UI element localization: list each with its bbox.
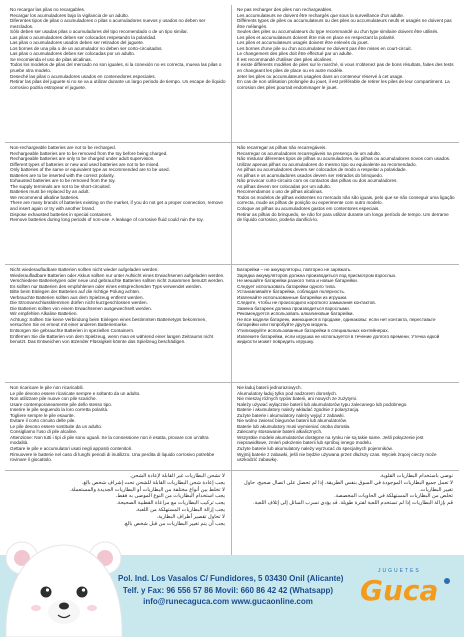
warning-line: Należy używać wyłącznie baterii lub akumulatorów typu zalecanego lub podobnego. [237,401,408,407]
logo-tagline: JUGUETES [378,568,421,574]
warning-line: تخلص من البطاريات المستهلكة في الحاويات المخصصة. [334,493,453,500]
warning-line: Замена батареек должна производиться взрослыми. [237,305,351,311]
warning-line: Les bornes d'une pile ou d'un accumulateur ne doivent pas être mises en court-circuit. [237,45,412,51]
warning-line: Les piles et accumulateurs usagés doivent être enlevés du jouet. [237,40,369,46]
warning-line: يجب إزالة البطاريات المستهلكة من اللعبة. [135,506,225,513]
warning-line: Exhausted batteries are to be removed from the toy. [10,178,116,184]
warning-line: Las pilas o acumuladores deben ser colocados respetando la polaridad. [10,34,157,40]
warning-line: Батарейки – не аккумуляторы, повторно не заряжать. [237,267,352,272]
warning-line: Utilizar apenas pilhas ou acumuladores do mesmo tipo ou equivalente ao recomendado. [237,161,417,167]
warning-line: Извлекайте использованные батарейки из игрушки. [237,294,348,300]
contact-block [118,573,344,608]
warning-line: Los bornes de una pila o de un acumulador no deben ser corto-circuitados. [10,45,163,51]
warning-line: Il est recommandé d'utiliser des piles alcalines. [237,56,333,62]
warning-line: Las pilas o acumuladores deben ser colocadas por un adulto. [10,51,136,57]
warning-line: En cas de non utilisation prolongée du jouet, il est préférable de retirer les piles de leur compartiment. La corrosion des piles pourrait endommager le jouet. [237,79,450,90]
warning-line: Следует использовать батарейки одного типа. [237,283,336,289]
warning-line: Wszystkie modele akumulatorów dostępne na rynku nie są takie same. Jeśli połączenie jest nieprawidłowe, zmień położenie baterii lub spróbuj innego modelu. [237,434,424,446]
warning-line: Dispose exhausted batteries in special containers. [10,211,113,217]
warning-line: Não misturar diferentes tipos de pilhas ou acumuladores, ou pilhas ou acumuladores novos com usados. [237,156,451,162]
warning-line: Batteries must be replaced by an adult. [10,189,90,195]
warning-line: Wir empfehlen Alkaline Batterien. [10,311,78,317]
warning-line: Retirar as pilhas do brinquedo, se não for para utilizar durante um longo período de tempo. Um derrame de líquido corrosivo, poderia danificá-lo. [237,211,449,223]
warning-line: Zużyte baterie i akumulatory należy wyjąć z zabawki. [237,412,345,418]
warning-line: Ne pas recharger des piles non rechargeables. [237,7,333,12]
warning-line: Устанавливайте батарейки, соблюдая полярность. [237,289,346,295]
warning-line: Akumulatory ładuj tylko pod nadzorem dorosłych. [237,390,338,396]
warning-line: Не все модели батареек, имеющиеся в продаже, одинаковы: если нет контакта, переставьте батарейки или попробуйте другую модель. [237,316,436,328]
guca-logo [348,560,458,634]
warning-line: Recargar los acumuladores bajo la vigilancia de un adulto. [10,12,129,18]
warning-line: As pilhas ou acumuladores devem ser colocados de modo a respeitar a polaridade. [237,167,407,173]
warning-line: Die Batterien sollten von einem Erwachsenen ausgewechselt werden. [10,305,152,311]
warning-line: As pilhas devem ser colocadas por um adulto. [237,183,331,189]
warning-line: Nie ładuj baterii jednorazowych. [237,385,302,390]
bear-mascot [6,542,122,637]
warning-line: لا تشحن البطاريات غير القابلة لإعادة الشحن. [129,473,225,479]
warning-line: Retirar las pilas del juguete si no se va a utilizar durante un largo periodo de tiempo. Un escape de líquido corrosivo podría estropear el juguete. [10,79,226,90]
warning-line: Deseché las pilas o acumuladores usados en contenedores especiales. [10,73,156,79]
warning-line: Different types of batteries or new and used batteries are not to be mixed. [10,161,160,167]
warning-line: Verschiedene Batterietypen oder neue und gebrauchte Batterien sollten nicht zusammen benutzt werden. [10,278,225,284]
warning-line: Le pile devono essere ricaricate sempre e soltanto da un adulto. [10,390,141,396]
warning-line: Es sollten nur Batterien des empfohlenen oder eines entsprechenden Typs verwendet werden. [10,283,202,289]
warning-line: Rechargeable batteries are to be removed from the toy before being charged. [10,150,168,156]
warning-line: Les piles et accumulateurs doivent être mis en place en respectant la polarité. [237,34,396,40]
warning-line: Non utilizzare pile nuove con pile scariche. [10,396,97,402]
warning-line: Рекомендуется использовать алкалиновые батарейки. [237,311,354,317]
warning-line: Rimuovere le batterie nel caso di lunghi periodi di inutilizzo. Una perdita di liquido corrosivo potrebbe rovinare il giocattolo. [10,451,215,463]
warning-line: Verbrauchte Batterien sollten aus dem Spielzeug entfernt werden. [10,294,144,300]
warning-line: Следите, чтобы не происходило короткого замыкания контактов. [237,300,376,306]
web-line: info@runecaguca.com www.gucaonline.com [143,597,313,606]
phones-line: Telf. y Fax: 96 556 57 86 Movil: 660 86 42 42 (Whatsapp) [122,585,334,595]
warning-line: Usare contemporaneamente pile dello stesso tipo. [10,401,113,407]
warning-line: The supply terminals are not to be short-circuited. [10,183,111,189]
warning-line: لا تعمل جميع البطاريات الموجودة في السوق بنفس الطريقة. إذا لم تحصل على اتصال صحيح، حاول تغيير البطاريات. [244,479,453,493]
warning-line: Remove batteries during long periods of non-use. A leakage of corrosive fluid could ruin the toy. [10,217,204,223]
warning-line: Todos os modelos de pilhas existentes no mercado não são iguais, pelo que se não conseguir uma ligação correcta, mude as pilhas de posição ou experimente com outro modelo. [237,194,455,206]
warning-line: We recommend alkaline batteries. [10,194,80,200]
warning-line: Rechargeable batteries are only to be charged under adult supervision. [10,156,155,162]
warning-line: يجب تركيب البطاريات مع مراعاة القطبية الصحيحة. [116,500,225,507]
warning-line: Entsorgen Sie gebrauchte Batterien in speziellen Containern. [10,328,135,334]
warning-line: Wyjmij baterie z zabawki, jeśli nie będzie używana przez dłuższy czas. Wyciek żrącej cieczy może uszkodzić zabawkę. [237,451,437,463]
warning-line: يجب أن يتم تغيير البطاريات من قبل شخص بالغ. [123,520,225,527]
warning-line: Sólo deben ser usadas pilas o acumuladores del tipo recomendado o de un tipo similar. [10,29,188,35]
warning-line: Coloque as pilhas ou acumuladores gastos em contentores especiais. [237,206,380,212]
warning-line: Diferentes tipos de pilas o acumuladores o pilas o acumuladores nuevos y usados no deben ser mezclados. [10,18,206,29]
warning-line: Las pilas o acumuladores usados deben ser retirados del juguete. [10,40,145,46]
warning-line: Consigliamo l'uso di pile alcaline. [10,429,78,435]
warning-line: لا تخلط بين أنواع مختلفة من البطاريات أو البطاريات الجديدة والمستعملة. [69,486,225,493]
warning-line: Se recomienda el uso de pilas alcalinas. [10,56,92,62]
warning-line: As pilhas e os acumuladores usados devem ser retirados do brinquedo. [237,172,384,178]
warning-line: Recomendamos o uso de pilhas alcalinas. [237,189,324,195]
warning-line: Утилизируйте использованные батарейки в специальных контейнерах. [237,328,389,334]
warning-line: Recarregar os acumuladores recarregáveis na presença de um adulto. [237,150,382,156]
warning-line: Entfernen Sie die Batterien von dem Spielzeug, wenn man es während einer langen Zeitraums nicht benutzt. Das Entweichen von ätzender Flüssigkeit könnte das Spielzeug beschädigen. [10,333,214,345]
warning-line: يجب إعادة شحن البطاريات القابلة للشحن تحت إشراف شخص بالغ. [81,479,225,486]
warning-line: Gettare le pile e accumulatori usati negli appositi contenitori. [10,446,133,452]
warning-line: Le changement des piles doit être effectué par un adulte. [237,51,353,57]
warning-line: Zalecamy stosowanie baterii alkalicznych. [237,429,323,435]
warning-line: Le pile devono essere sostituite da un adulto. [10,423,103,429]
warning-line: Зарядка аккумуляторов должна производиться под присмотром взрослых. [237,272,397,278]
warning-line: يجب استخدام البطاريات من النوع الموصى به فقط. [115,493,225,500]
warning-line: Non-rechargeable batteries are not to be recharged. [10,145,116,150]
logo-wordmark: Guca [360,574,439,607]
warning-line: Only batteries of the same or equivalent type as recommended are to be used. [10,167,170,173]
warning-line: Nicht wiederaufladbare Batterien sollten nicht wieder aufgeladen werden. [10,267,159,272]
address-line: Pol. Ind. Los Vasalos C/ Fundidores, 5 03430 Onil (Alicante) [118,574,344,583]
warning-line: Inserire le pile seguendo la loro corretta polarità. [10,407,109,413]
warning-line: Jeter les piles ou accumulateurs usagées dans un conteneur réservé à cet usage. [237,73,404,79]
warning-line: Zużyte baterie lub akumulatory należy wyrzucać do specjalnych pojemników. [237,446,394,452]
warning-line: Todos los modelos de pilas del mercado no son iguales, si la conexión no es correcta, mueva las pilas o pruebe otra modelo. [10,62,222,74]
warning-line: Baterie i akumulatory należy wkładać zgodnie z polaryzacją. [237,407,360,413]
warning-line: There are many brands of batteries existing on the market, if you do not get a proper connection, remove and insert again or try with another brand. [10,200,223,212]
warning-line: Batteries are to be inserted with the correct polarity. [10,172,115,178]
warning-line: Attenzione: Non tutti i tipi di pile sono uguali. Se la connessione non è esatta, provare con un'altra modalità. [10,434,209,446]
warning-line: Différents types de piles ou accumulateurs ou des piles ou accumulateurs neufs et usagés ne doivent pas être mélangés. [237,18,452,29]
logo-dot-icon [444,578,450,584]
warning-line: Nie mieszaj różnych typów baterii, ani nowych ze zużytymi. [237,396,358,402]
warning-line: Não recarregar as pilhas não recarregáveis. [237,145,327,150]
warning-line: Non ricaricare le pile non ricaricabili. [10,385,84,390]
warning-line: Извлеките батарейки, если игрушка не используется в течение долгого времени. Утечка едкой жидкости может повредить игрушку. [237,333,440,345]
warning-line: Achtung: Sollten Sie keine Verbindung beim Einlegen eines bestimmten Batterietyps bekommen, versuchen Sie es erneut mit einer anderen Batteriemarke. [10,316,207,328]
warning-line: Seules des piles ou accumulateurs du type recommandé ou d'un type similaire doivent être utilisés. [237,29,439,35]
warning-line: Baterie lub akumulatory musi wymieniać osoba dorosła. [237,423,351,429]
warning-line: Il existe différents modèles de piles sur le marché, si vous n'obtenez pas de bons résultats, faites des tests en changeant les piles de place ou en autre modèle. [237,62,454,74]
warning-line: No recargar las pilas no recargables. [10,7,86,12]
warning-line: Les accumulateurs ne doivent être rechargés que sous la surveillance d'un adulte. [237,12,405,18]
warning-line: Die Stromanschlussklemmen dürfen nicht kurzgeschlossen werden. [10,300,148,306]
warning-line: نوصي باستخدام البطاريات القلوية. [379,473,453,479]
warning-line: Não provocar curto-circuito com os contactos das pilhas ou dos acumuladores. [237,178,398,184]
warning-line: Nie wolno zwierać biegunów baterii lub akumulatorów. [237,418,348,424]
warning-line: Evitare il corto circuito delle pile. [10,418,76,424]
warning-line: Wiederaufladbare Batterien oder Akkus sollten nur unter Aufsicht eines Erwachsenen aufgeladen werden. [10,272,225,278]
warning-line: قم بإزالة البطاريات إذا لم تستخدم اللعبة لفترة طويلة. قد يؤدي تسرب السائل إلى إتلاف اللعبة. [253,500,453,507]
warning-line: لا تحاول تقصير أطراف البطارية. [156,513,225,520]
warning-line: Bitte beim Einlegen der Batterien auf die richtige Polung achten. [10,289,141,295]
warning-line: Не мешайте батарейки разного типа и новые батарейки. [237,278,358,284]
warning-line: Togliere sempre le pile esaurite. [10,412,75,418]
